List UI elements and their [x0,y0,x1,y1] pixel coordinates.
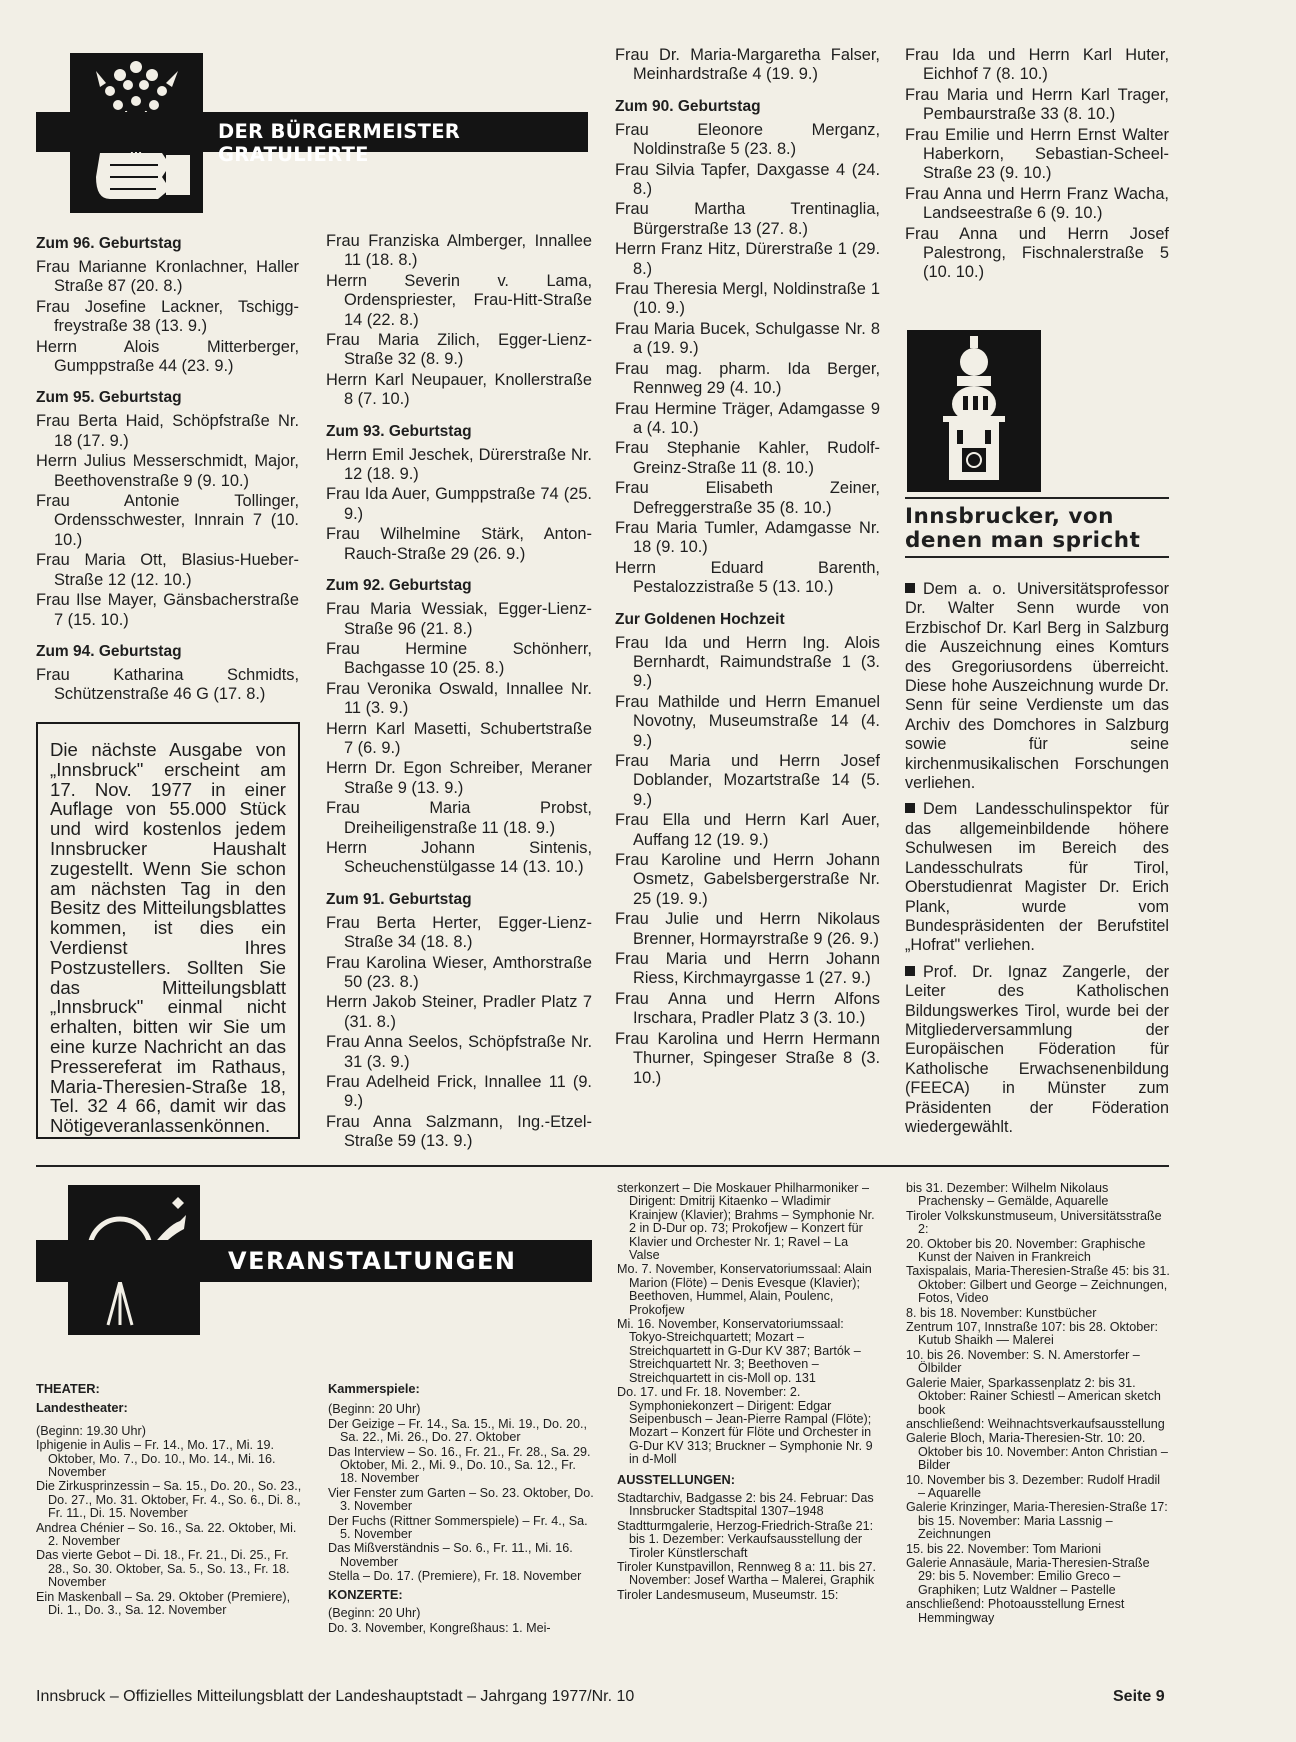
event-item: 15. bis 22. November: Tom Marioni [906,1541,1102,1556]
list-item: Frau Maria Bucek, Schulgasse Nr. 8 a (19. 9.) [615,319,880,358]
list-item: Frau Maria Probst, Dreiheiligenstraße 11 (18. 9.) [326,799,592,837]
list-item: Herrn Franz Hitz, Dürerstraße 1 (29. 8.) [615,240,880,278]
list-item: Frau Martha Trentinaglia, Bürgerstraße 13 (27. 8.) [615,200,880,238]
list-item: Herrn Dr. Egon Schreiber, Meraner Straße 9 (13. 9.) [326,759,592,797]
innsbrucker-news [905,580,1169,1144]
events-column-2 [328,1378,594,1636]
list-item: Frau Ida und Herrn Karl Huter, Eichhof 7 (8. 10.) [905,46,1169,84]
event-item: Zentrum 107, Innstraße 107: bis 28. Oktober: Kutub Shaikh — Malerei [906,1320,1159,1348]
list-item: Herrn Julius Messerschmidt, Major, Beethovenstraße 9 (9. 10.) [36,452,299,490]
list-item: Frau Berta Herter, Egger-Lienz-Straße 34 (18. 8.) [326,913,592,952]
list-item: Herrn Alois Mitterberger, Gumppstraße 44 (23. 9.) [36,337,299,376]
event-item: 8. bis 18. November: Kunstbücher [906,1305,1097,1320]
section-heading-95: Zum 95. Geburtstag [36,389,182,407]
list-item: Frau Anna und Herrn Josef Palestrong, Fischnalerstraße 5 (10. 10.) [905,224,1169,282]
list-item: Frau Silvia Tapfer, Daxgasse 4 (24. 8.) [615,160,880,199]
city-tower-icon [907,330,1041,492]
kammerspiele-heading: Kammerspiele: [328,1381,420,1396]
list-item: Frau Antonie Tollinger, Ordensschwester, Innrain 7 (10. 10.) [36,492,299,549]
event-item: Ein Maskenball – Sa. 29. Oktober (Premiere), Di. 1., Do. 3., Sa. 12. November [36,1589,291,1618]
event-item: Der Fuchs (Rittner Sommerspiele) – Fr. 4., Sa. 5. November [328,1513,588,1542]
event-item: Do. 3. November, Kongreßhaus: 1. Mei- [328,1620,551,1635]
event-item: Galerie Bloch, Maria-Theresien-Str. 10: 20. Oktober bis 10. November: Anton Christian – Bilder [906,1431,1168,1473]
event-item: 20. Oktober bis 20. November: Graphische Kunst der Naiven in Frankreich [906,1236,1146,1265]
list-item: Frau Karoline und Herrn Johann Osmetz, Gabelsbergerstraße Nr. 25 (19. 9.) [615,851,880,908]
event-item: sterkonzert – Die Moskauer Philharmoniker – Dirigent: Dmitrij Kitaenko – Wladimir Krainjew (Klavier); Brahms – Symphonie Nr. 2 in D-Dur op. 73; Prokofjew – Konzert für Klavier und Orchester Nr. 1; Ravel – La Valse [617,1181,875,1263]
event-item: 10. November bis 3. Dezember: Rudolf Hradil – Aquarelle [906,1472,1161,1500]
list-item: Frau Elisabeth Zeiner, Defreggerstraße 35 (8. 10.) [615,479,880,517]
column-4 [905,46,1169,284]
event-item: Taxispalais, Maria-Theresien-Straße 45: bis 31. Oktober: Gilbert und George – Zeichnungen, Fotos, Video [906,1264,1170,1306]
list-item: Frau Ida Auer, Gumppstraße 74 (25. 9.) [326,485,592,523]
list-item: Frau Maria Zilich, Egger-Lienz-Straße 32 (8. 9.) [326,331,592,369]
tower-emblem [907,330,1041,492]
event-item: Stella – Do. 17. (Premiere), Fr. 18. November [328,1569,582,1584]
column-2 [326,232,592,1153]
event-item: Andrea Chénier – So. 16., Sa. 22. Oktober, Mi. 2. November [36,1520,297,1549]
list-item: Herrn Johann Sintenis, Scheuchenstülgasse 14 (13. 10.) [326,838,592,877]
news-text: Prof. Dr. Ignaz Zangerle, der Leiter des Katholischen Bildungswerkes Tirol, wurde bei der Mitgliederversammlung der Europäischen Föderation für Katholische Erwachsenenbildung (FEECA) in Münster zum Präsidenten der Föderation wiedergewählt. [905,962,1169,1136]
event-item: Stadtarchiv, Badgasse 2: bis 24. Februar: Das Innsbrucker Stadtspital 1307–1948 [617,1490,874,1519]
events-column-3 [617,1182,882,1603]
section-heading-96: Zum 96. Geburtstag [36,235,182,252]
event-item: 10. bis 26. November: S. N. Amerstorfer – Ölbilder [906,1347,1140,1376]
event-item: (Beginn: 20 Uhr) [328,1606,421,1621]
section-heading-92: Zum 92. Geburtstag [326,577,472,595]
event-item: Das Mißverständnis – So. 6., Fr. 11., Mi. 16. November [328,1541,573,1569]
list-item: Frau Maria und Herrn Karl Trager, Pembaurstraße 33 (8. 10.) [905,85,1169,124]
events-column-4 [906,1182,1170,1626]
event-item: Mi. 16. November, Konservatoriumssaal: Tokyo-Streichquartett; Mozart – Streichquartett in G-Dur KV 387; Bartók – Streichquartett Nr. 3; Beethoven – Streichquartett in cis-Moll op. 131 [617,1317,861,1385]
event-item: Tiroler Kunstpavillon, Rennweg 8 a: 11. bis 27. November: Josef Wartha – Malerei, Graphik [617,1559,877,1588]
list-item: Frau Maria Tumler, Adamgasse Nr. 18 (9. 10.) [615,518,880,557]
list-item: Frau Mathilde und Herrn Emanuel Novotny, Museumstraße 14 (4. 9.) [615,692,880,750]
footer-publication: Innsbruck – Offizielles Mitteilungsblatt der Landeshauptstadt – Jahrgang 1977/Nr. 10 [36,1688,635,1705]
list-item: Frau Emilie und Herrn Ernst Walter Haberkorn, Sebastian-Scheel-Straße 23 (9. 10.) [905,125,1169,183]
news-text: Dem Landesschulinspektor für das allgemeinbildende höhere Schulwesen im Bereich des Landesschulrats für Tirol, Oberstudienrat Magister Dr. Erich Plank, wurde vom Bundespräsidenten der Berufstitel „Hofrat" verliehen. [905,800,1169,955]
section-divider [36,1165,1169,1167]
events-column-1 [36,1378,302,1619]
list-item: Frau Josefine Lackner, Tschigg-freystraße 38 (13. 9.) [36,297,299,336]
list-item: Frau Hermine Träger, Adamgasse 9 a (4. 10.) [615,399,880,437]
list-item: Frau Karolina Wieser, Amthorstraße 50 (23. 8.) [326,953,592,991]
list-item: Herrn Jakob Steiner, Pradler Platz 7 (31. 8.) [326,993,592,1031]
event-item: Der Geizige – Fr. 14., Sa. 15., Mi. 19., Do. 20., Sa. 22., Mi. 26., Do. 27. Oktober [328,1416,587,1445]
bullet-square-icon [905,583,915,593]
news-paragraph [905,580,1169,793]
list-item: Frau Veronika Oswald, Innallee Nr. 11 (3. 9.) [326,679,592,718]
section-heading-90: Zum 90. Geburtstag [615,97,761,115]
event-item: Vier Fenster zum Garten – So. 23. Oktober, Do. 3. November [328,1485,594,1514]
list-item: Frau Berta Haid, Schöpfstraße Nr. 18 (17. 9.) [36,412,299,450]
landestheater-heading: Landestheater: [36,1400,128,1416]
section-heading-93: Zum 93. Geburtstag [326,422,472,440]
list-item: Frau Maria und Herrn Josef Doblander, Mozartstraße 14 (5. 9.) [615,752,880,809]
event-item: Die Zirkusprinzessin – Sa. 15., Do. 20., So. 23., Do. 27., Mo. 31. Oktober, Fr. 4., So. 6., Di. 8., Fr. 11., Di. 15. November [36,1479,302,1521]
event-item: Stadtturmgalerie, Herzog-Friedrich-Straße 21: bis 1. Dezember: Verkaufsausstellung der Tiroler Künstlerschaft [617,1518,874,1560]
bullet-square-icon [905,966,915,976]
list-item: Herrn Emil Jeschek, Dürerstraße Nr. 12 (18. 9.) [326,445,592,484]
list-item: Frau Anna Seelos, Schöpfstraße Nr. 31 (3. 9.) [326,1033,592,1071]
list-item: Frau Maria und Herrn Johann Riess, Kirchmayrgasse 1 (27. 9.) [615,950,880,988]
notice-text: Die nächste Ausgabe von „Innsbruck" erscheint am 17. Nov. 1977 in einer Auflage von 55.000 Stück und wird kostenlos jedem Innsbrucker Haushalt zugestellt. Wenn Sie schon am nächsten Tag in den Besitz des Mitteilungsblattes kommen, ist dies ein Verdienst Ihres Postzustellers. Sollten Sie das Mitteilungsblatt „Innsbruck" einmal nicht erhalten, bitten wir Sie um eine kurze Nachricht an das Pressereferat im Rathaus, Maria-Theresien-Straße 18, Tel. 32 4 66, damit wir das Nötigeveranlassenkönnen. [50,739,286,1137]
list-item: Frau Anna Salzmann, Ing.-Etzel-Straße 59 (13. 9.) [326,1112,592,1151]
event-item: Galerie Maier, Sparkassenplatz 2: bis 31. Oktober: Rainer Schiestl – American sketch book [906,1375,1161,1417]
list-item: Herrn Eduard Barenth, Pestalozzistraße 5 (13. 10.) [615,558,880,597]
list-item: Frau Karolina und Herrn Hermann Thurner, Spingeser Straße 8 (3. 10.) [615,1029,880,1087]
list-item: Frau Wilhelmine Stärk, Anton-Rauch-Straße 29 (26. 9.) [326,525,592,563]
list-item: Frau Hermine Schönherr, Bachgasse 10 (25. 8.) [326,639,592,678]
list-item: Frau Maria Wessiak, Egger-Lienz-Straße 96 (21. 8.) [326,600,592,638]
page-number: Seite 9 [1113,1688,1165,1705]
event-item: Do. 17. und Fr. 18. November: 2. Symphoniekonzert – Dirigent: Edgar Seipenbusch – Jean-Pierre Rampal (Flöte); Mozart – Konzert für Flöte und Orchester in G-Dur KV 313; Bruckner – Symphonie Nr. 9 in d-Moll [617,1385,873,1467]
next-issue-notice [36,722,300,1139]
list-item: Frau Adelheid Frick, Innallee 11 (9. 9.) [326,1073,592,1111]
list-item: Frau Marianne Kronlachner, Haller Straße 87 (20. 8.) [36,258,299,296]
list-item: Frau Anna und Herrn Franz Wacha, Landseestraße 6 (9. 10.) [905,184,1169,223]
events-banner-title: VERANSTALTUNGEN [228,1247,517,1275]
column-3 [615,46,880,1089]
events-banner-bar [36,1240,592,1282]
list-item: Frau Anna und Herrn Alfons Irschara, Pradler Platz 3 (3. 10.) [615,989,880,1028]
list-item: Frau Eleonore Merganz, Noldinstraße 5 (23. 8.) [615,120,880,159]
news-paragraph [905,963,1169,1138]
event-item: Tiroler Landesmuseum, Museumstr. 15: [617,1587,839,1602]
event-item: Galerie Krinzinger, Maria-Theresien-Straße 17: bis 15. November: Maria Lassnig – Zeichnungen [906,1500,1168,1542]
event-item: (Beginn: 20 Uhr) [328,1402,421,1417]
event-item: anschließend: Weihnachtsverkaufsausstellung [906,1416,1165,1431]
news-paragraph [905,800,1169,955]
mayor-banner-title: DER BÜRGERMEISTER GRATULIERTE [218,120,461,166]
event-item: (Beginn: 19.30 Uhr) [36,1423,146,1438]
list-item: Herrn Karl Neupauer, Knollerstraße 8 (7. 10.) [326,370,592,409]
innsbrucker-heading: Innsbrucker, von denen man spricht [905,504,1141,553]
divider [905,497,1169,499]
list-item: Frau mag. pharm. Ida Berger, Rennweg 29 (4. 10.) [615,359,880,398]
list-item: Frau Stephanie Kahler, Rudolf-Greinz-Straße 11 (8. 10.) [615,439,880,477]
bullet-square-icon [905,803,915,813]
event-item: Tiroler Volkskunstmuseum, Universitätsstraße 2: [906,1208,1162,1237]
event-item: bis 31. Dezember: Wilhelm Nikolaus Prachensky – Gemälde, Aquarelle [906,1181,1109,1209]
list-item: Frau Julie und Herrn Nikolaus Brenner, Hormayrstraße 9 (26. 9.) [615,910,880,948]
list-item: Frau Theresia Mergl, Noldinstraße 1 (10. 9.) [615,280,880,318]
list-item: Frau Franziska Almberger, Innallee 11 (18. 8.) [326,232,592,270]
news-text: Dem a. o. Universitätsprofessor Dr. Walter Senn wurde von Erzbischof Dr. Karl Berg in Salzburg die Auszeichnung eines Komturs des Gregoriusordens überreicht. Diese hohe Auszeichnung wurde Dr. Senn für seine Verdienste um das Archiv des Domchores in Salzburg sowie für seine kirchenmusikalischen Forschungen verliehen. [905,580,1169,793]
list-item: Herrn Karl Masetti, Schubertstraße 7 (6. 9.) [326,719,592,757]
event-item: anschließend: Photoausstellung Ernest Hemmingway [906,1597,1125,1625]
list-item: Frau Ilse Mayer, Gänsbacherstraße 7 (15. 10.) [36,591,299,629]
mayor-banner-bar [36,112,588,166]
list-item: Frau Dr. Maria-Margaretha Falser, Meinhardstraße 4 (19. 9.) [615,46,880,84]
event-item: Iphigenie in Aulis – Fr. 14., Mo. 17., Mi. 19. Oktober, Mo. 7., Do. 10., Mo. 14., Mi. 16. November [36,1438,276,1480]
list-item: Frau Katharina Schmidts, Schützenstraße 46 G (17. 8.) [36,665,299,704]
column-1 [36,234,299,706]
konzerte-heading: KONZERTE: [328,1586,403,1602]
section-heading-golden-wedding: Zur Goldenen Hochzeit [615,610,785,628]
event-item: Das vierte Gebot – Di. 18., Fr. 21., Di. 25., Fr. 28., So. 30. Oktober, Sa. 5., So. 13., Fr. 18. November [36,1548,290,1590]
section-heading-94: Zum 94. Geburtstag [36,642,182,660]
divider [905,556,1169,558]
list-item: Frau Maria Ott, Blasius-Hueber-Straße 12 (12. 10.) [36,551,299,589]
theater-heading: THEATER: [36,1381,100,1396]
event-item: Mo. 7. November, Konservatoriumssaal: Alain Marion (Flöte) – Denis Evesque (Klavier); Beethoven, Hummel, Alain, Poulenc, Prokofjew [617,1262,872,1317]
list-item: Herrn Severin v. Lama, Ordenspriester, Frau-Hitt-Straße 14 (22. 8.) [326,271,592,329]
event-item: Das Interview – So. 16., Fr. 21., Fr. 28., Sa. 29. Oktober, Mi. 2., Mi. 9., Do. 10., Sa. 12., Fr. 18. November [328,1444,591,1486]
ausstellungen-heading: AUSSTELLUNGEN: [617,1471,736,1487]
list-item: Frau Ella und Herrn Karl Auer, Auffang 12 (19. 9.) [615,811,880,849]
section-heading-91: Zum 91. Geburtstag [326,890,472,908]
event-item: Galerie Annasäule, Maria-Theresien-Straße 29: bis 5. November: Emilio Greco – Graphiken; Lutz Waldner – Pastelle [906,1555,1150,1597]
list-item: Frau Ida und Herrn Ing. Alois Bernhardt, Raimundstraße 1 (3. 9.) [615,633,880,691]
